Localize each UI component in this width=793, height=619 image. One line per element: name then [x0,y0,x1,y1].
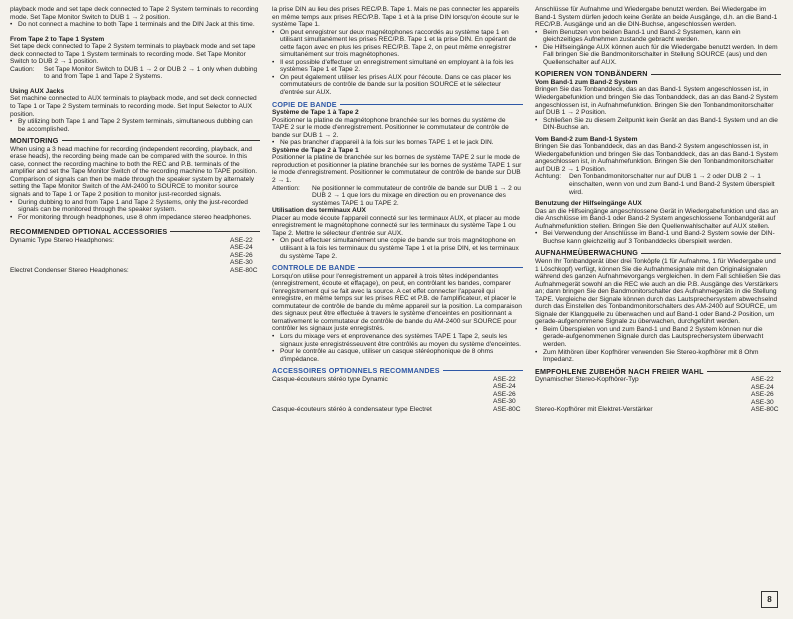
accessory-name: Stereo-Kopfhörer mit Elektret-Verstärker [535,406,653,414]
monitoring-text: When using a 3 head machine for recording (independent recording, playback, and erase heads), the recording being made can be compared with the source. In this case, connect the recording machine to both the REC and P.B. terminals of the amplifier and set the Tape Monitor Switch of the recording machine to TAPE position. Comparison of signals can then be made through the speaker system by alternately setting the Tape Monitor Switch of the AM-2400 to SOURCE to monitor source signals and to Tape 1 or Tape 2 position to monitor just-recorded signals. [10,145,258,199]
caution-label: Caution: [10,65,35,73]
accessory-name: Dynamic Type Stereo Headphones: [10,236,114,244]
caution-text: Set Tape Monitor Switch to DUB 1 → 2 or DUB 2 → 1 only when dubbing to and from Tape 1 and Tape 2 Systems. [44,65,258,81]
intro-bullet: • Beim Benutzen von beiden Band-1 und Band-2 Systemen, kann ein gleichzeitiges Aufnehmen zustande gebracht werden. [535,29,781,44]
aux-bullet: • By utilizing both Tape 1 and Tape 2 System terminals, simultaneous dubbing can be accomplished. [10,118,260,133]
accessory-row [272,376,523,406]
ueberwachung-heading: AUFNAHMEÜBERWACHUNG [535,249,781,257]
accessory-row [535,376,781,406]
accessory-name: Casque-écouteurs stéréo type Dynamic [272,375,388,383]
band2-to-band1-heading: Vom Band-2 zum Band-1 System [535,135,638,143]
aux-heading: Using AUX Jacks [10,87,64,95]
intro-text: la prise DIN au lieu des prises REC/P.B. Tape 1. Mais ne pas connecter les appareils en même temps aux prises REC/P.B. Tape 1 et à la prise DIN lorsqu'on écoute sur le système Tape 1. [272,6,520,29]
french-column [272,6,523,413]
ueberwachung-text: Wenn Ihr Tonbandgerät über drei Tonköpfe (1 für Aufnahme, 1 für Wiedergabe und 1 Löschkopf) verfügt, können Sie die Aufnahmesignale mit den Originalsignalen während des ganzen Aufnahmevorgangs vergleichen. In dem Fall schließen Sie das Aufnahmegerät sowohl an die REC wie auch an die P.B. Ausgänge des Verstärkers an; dann bringen Sie den Bandmonitorschalter des Aufnahmegeräts in die Stellung TAPE. Vergleiche der Signale können durch das Lautsprechersystem abwechselnd durch das Einstellen des Tonbandmonitorschalters des AM-2400 auf SOURCE, um Signale der Klangquelle zu überwachen und auf Band-1 oder Band-2 Position, um gerade-aufgenommene Signale zu überwachen, durchgeführt werden. [535,257,781,326]
tape1-to-tape2-heading: Système de Tape 1 à Tape 2 [272,109,359,117]
accessories-heading: ACCESSOIRES OPTIONNELS RECOMMANDES [272,367,523,375]
english-column [10,6,260,275]
achtung-text: Den Tonbandmonitorschalter nur auf DUB 1 → 2 oder DUB 2 → 1 einschalten, wenn von und zum Band-1 und Band-2 System überspielt wird. [569,173,775,196]
tape2-to-tape1-text: Positionner la platine de branchée sur les bornes de système TAPE 2 sur le mode de reproduction et positionner la platine branchée sur les bornes de système TAPE 1 sur le mode d'enregistrement. Positionner le commutateur de contrôle de bande sur DUB 2 → 1. [272,154,522,185]
attention-note [272,185,523,208]
accessory-models: ASE-22 ASE-24 ASE-26 ASE-30 [493,375,516,406]
ueberwachung-bullet: • Beim Überspielen von und zum Band-1 und Band 2 System können nur die gerade-aufgenommenen Signale durch das Lautsprechersystem überwacht werden. [535,326,781,349]
aux-bullet: • On peut effectuer simultanément une copie de bande sur trois magnétophone en utilisant à la fois les terminaux du système Tape 1 et la prise DIN, et les terminaux du système Tape 2. [272,237,523,260]
aux-text: Set machine connected to AUX terminals to playback mode, and set deck connected to Tape 1 or Tape 2 System terminals to recording mode. Set Input Selector to AUX position. [10,95,257,118]
accessory-models: ASE-80C [230,266,258,274]
accessory-row [272,406,523,414]
tape1-to-tape2-text: Positionner la platine de magnétophone branchée sur les bornes du système de TAPE 2 sur le mode d'enregistrement. Positionner le commutateur de contrôle de bande sur DUB 1 → 2. [272,116,509,139]
accessory-row [10,267,260,275]
band1-to-band2-heading: Vom Band-1 zum Band-2 System [535,78,638,86]
intro-bullet: • Do not connect a machine to both Tape 1 terminals and the DIN Jack at this time. [10,21,260,29]
band2-to-band1-text: Bringen Sie das Tonbanddeck, das an das Band-2 System angeschlossen ist, in Wiedergabefunktion und bringen Sie das Tonbanddeck, das an das Band-1 System angeschlossen ist, in Aufnahmefunktion. Bringen Sie den Tonbandmonitorschalter auf DUB 2 → 1 Position. [535,143,778,173]
accessories-heading: RECOMMENDED OPTIONAL ACCESSORIES [10,228,260,236]
band1-to-band2-bullet: • Schließen Sie zu diesem Zeitpunkt kein Gerät an das Band-1 System und an die DIN-Buchse an. [535,117,781,132]
accessories-heading: EMPFOHLENE ZUBEHÖR NACH FREIER WAHL [535,368,781,376]
intro-bullet: • Die Hilfseingänge AUX können auch für die Wiedergabe benutzt werden. In dem Fall bringen Sie die Bandmonitorschalter in Stellung SOURCE (aus) und den Quellenschalter auf AUX. [535,44,781,67]
tape1-to-tape2-bullet: • Ne pas brancher d'appareil à la fois sur les bornes TAPE 1 et le jack DIN. [272,139,523,147]
aux-bullet: • Bei Verwendung der Anschlüsse im Band-1 und Band-2 System sowie der DIN-Buchse kann gleichzeitig auf 3 Tonbanddecks überspielt werden. [535,230,781,245]
controle-heading: CONTROLE DE BANDE [272,264,523,272]
tape2-to-tape1-heading: From Tape 2 to Tape 1 System [10,35,105,43]
intro-text: Anschlüsse für Aufnahme und Wiedergabe benutzt werden. Bei Wiedergabe im Band-1 System dürfen jedoch keine Geräte an beide Ausgänge, d.h. an die Band-1 REC/P.B. Ausgänge und an die DIN-Buchse, angeschlossen werden. [535,6,778,29]
kopieren-heading: KOPIEREN VON TONBÄNDERN [535,70,781,78]
controle-bullet: • Lors du mixage vers et enprovenance des systèmes TAPE 1 Tape 2, seuls les signaux juste enregistrésseuvent être contrôlés au moyen du système d'enceintes. [272,333,523,348]
achtung-label: Achtung: [535,173,562,181]
controle-text: Lorsqu'on utilise pour l'enregistrement un appareil à trois têtes indépendantes (enregistrement, écoute et effaçage), on peut, en contrôlant les bandes, comparer l'enregistrement qui se fait avec la source. A cet effet connecter l'appareil qui enregistre, en même temps sur les prises REC et P.B. de l'amplificateur, et placer le commutateur de contrôle de bande du même appareil sur la position. La comparaison des signaux peut être effectuée à travers le système d'enceintes en positionnant a ternativement le commutateur de contrôle de bande du AM-2400 sur SOURCE pour contrôler les signaux juste enregistrés. [272,272,522,333]
aux-text: Placer au mode écoute l'appareil connecté sur les terminaux AUX, et placer au mode enregistrement le magnétophone connecté sur les terminaux du système Tape 1 ou Tape 2. Mettre le sélecteur d'entrée sur AUX. [272,214,520,237]
band1-to-band2-text: Bringen Sie das Tonbanddeck, das an das Band-1 System angeschlossen ist, in Wiedergabefunktion und bringen Sie das Tonbanddeck, das an das Band-2 System angeschlossen ist, in Aufnahmefunktion. Bringen Sie den Tonbandmonitorschalter auf DUB 1 → 2 Position. [535,86,778,117]
german-column [535,6,781,414]
intro-bullet: • On peut enregistrer sur deux magnétophones raccordés au système tape 1 en utilisant simultanément les prises REC/P.B. Tape 1 et la prise DIN. En opérant de cette façon avec en plus les prises REC/P.B. Tape 2, on peut même enregistrer simultanément sur trois magnétophones. [272,29,523,59]
page-number: 8 [761,591,778,608]
accessory-models: ASE-22 ASE-24 ASE-26 ASE-30 [751,376,774,406]
accessory-name: Dynamischer Stereo-Kopfhörer-Typ [535,376,639,384]
accessory-models: ASE-80C [493,405,521,413]
copie-heading: COPIE DE BANDE [272,101,523,109]
attention-text: Ne positionner le commutateur de contrôle de bande sur DUB 1 → 2 ou DUB 2 → 1 que lors du mixage en direction ou en provenance des systèmes TAPE 1 ou TAPE 2. [312,184,521,207]
accessory-name: Electret Condenser Stereo Headphones: [10,266,129,274]
accessory-name: Casque-écouteurs stéréo à condensateur type Electret [272,405,432,413]
monitoring-bullet: • During dubbing to and from Tape 1 and Tape 2 Systems, only the just-recorded signals can be monitored through the speaker system. [10,199,260,214]
caution-note [10,66,260,81]
ueberwachung-bullet: • Zum Mithören über Kopfhörer verwenden Sie Stereo-kopfhörer mit 8 Ohm Impedanz. [535,349,781,364]
intro-bullet: • Il est possible d'effectuer un enregistrement simultané en employant à la fois les systèmes Tape 1 et Tape 2. [272,59,523,74]
tape2-to-tape1-heading: Système de Tape 2 à Tape 1 [272,146,359,154]
intro-text: playback mode and set tape deck connected to Tape 2 System terminals to recording mode. Set Tape Monitor Switch to DUB 1 → 2 position. [10,6,259,21]
accessory-models: ASE-22 ASE-24 ASE-26 ASE-30 [230,236,253,267]
attention-label: Attention: [272,184,300,192]
monitoring-bullet: • For monitoring through headphones, use 8 ohm impedance stereo headphones. [10,214,260,222]
tape2-to-tape1-text: Set tape deck connected to Tape 2 System terminals to playback mode and set tape deck connected to Tape 1 System terminals to recording mode. Set Tape Monitor Switch to DUB 2 → 1 position. [10,43,256,66]
achtung-note [535,173,781,196]
accessory-row [10,237,260,267]
accessory-models: ASE-80C [751,406,779,414]
monitoring-heading: MONITORING [10,137,260,145]
aux-heading: Benutzung der Hilfseingänge AUX [535,200,642,208]
aux-heading: Utilisation des terminaux AUX [272,207,366,215]
intro-bullet: • On peut également utiliser les prises AUX pour l'écoute. Dans ce cas placer les commutateurs de contrôle de bande sur la position SOURCE et le sélecteur d'entrée sur AUX. [272,74,523,97]
aux-text: Das an die Hilfseingänge angeschlossene Gerät in Wiedergabefunktion und das an die Anschlüsse im Band-1 oder Band-2 System angeschlossene Tonbandgerät auf Aufnahmefunktion stellen. Bringen Sie den Quellenwahlschalter auf AUX stellen. [535,207,779,230]
accessory-row [535,406,781,414]
controle-bullet: • Pour le contrôle au casque, utiliser un casque stéréophonique de 8 ohms d'impédance. [272,348,523,363]
